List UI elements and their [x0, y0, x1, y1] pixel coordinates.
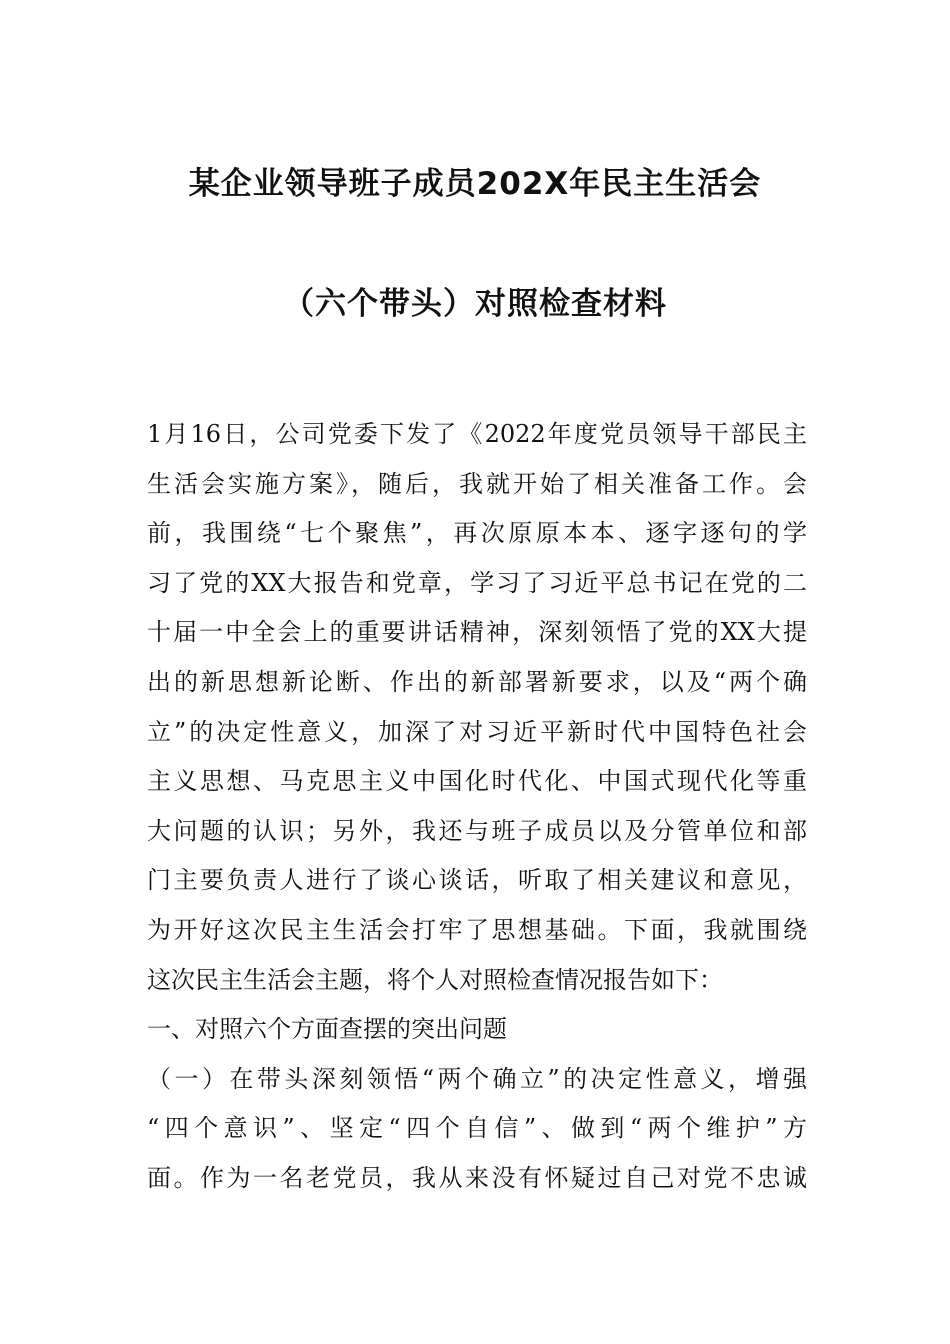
body-line: 为开好这次民主生活会打牢了思想基础。下面，我就围绕 — [147, 915, 807, 944]
section-heading: 一、对照六个方面查摆的突出问题 — [147, 1015, 507, 1044]
body-line: 习了党的XX大报告和党章，学习了习近平总书记在党的二 — [147, 568, 807, 597]
body-line: 1月16日，公司党委下发了《2022年度党员领导干部民主 — [147, 420, 807, 448]
body-line: 大问题的认识；另外，我还与班子成员以及分管单位和部 — [147, 816, 807, 845]
body-line: “四个意识”、坚定“四个自信”、做到“两个维护”方 — [147, 1114, 807, 1143]
body-line: 十届一中全会上的重要讲话精神，深刻领悟了党的XX大提 — [147, 618, 807, 647]
document-title-line-2: （六个带头）对照检查材料 — [283, 286, 667, 322]
body-line: 出的新思想新论断、作出的新部署新要求，以及“两个确 — [147, 667, 807, 696]
body-line: 面。作为一名老党员，我从来没有怀疑过自己对党不忠诚 — [147, 1163, 807, 1192]
document-body — [147, 410, 807, 1204]
body-line: 门主要负责人进行了谈心谈话，听取了相关建议和意见， — [147, 866, 807, 895]
body-line: 前，我围绕“七个聚焦”，再次原原本本、逐字逐句的学 — [147, 519, 807, 548]
body-line: 立”的决定性意义，加深了对习近平新时代中国特色社会 — [147, 717, 807, 746]
subsection-heading: （一）在带头深刻领悟“两个确立”的决定性意义，增强 — [147, 1064, 807, 1093]
body-line: 主义思想、马克思主义中国化时代化、中国式现代化等重 — [147, 767, 807, 796]
body-line: 生活会实施方案》，随后，我就开始了相关准备工作。会 — [147, 469, 807, 498]
body-line: 这次民主生活会主题，将个人对照检查情况报告如下： — [147, 965, 723, 994]
document-title-line-1: 某企业领导班子成员202X年民主生活会 — [188, 166, 762, 202]
